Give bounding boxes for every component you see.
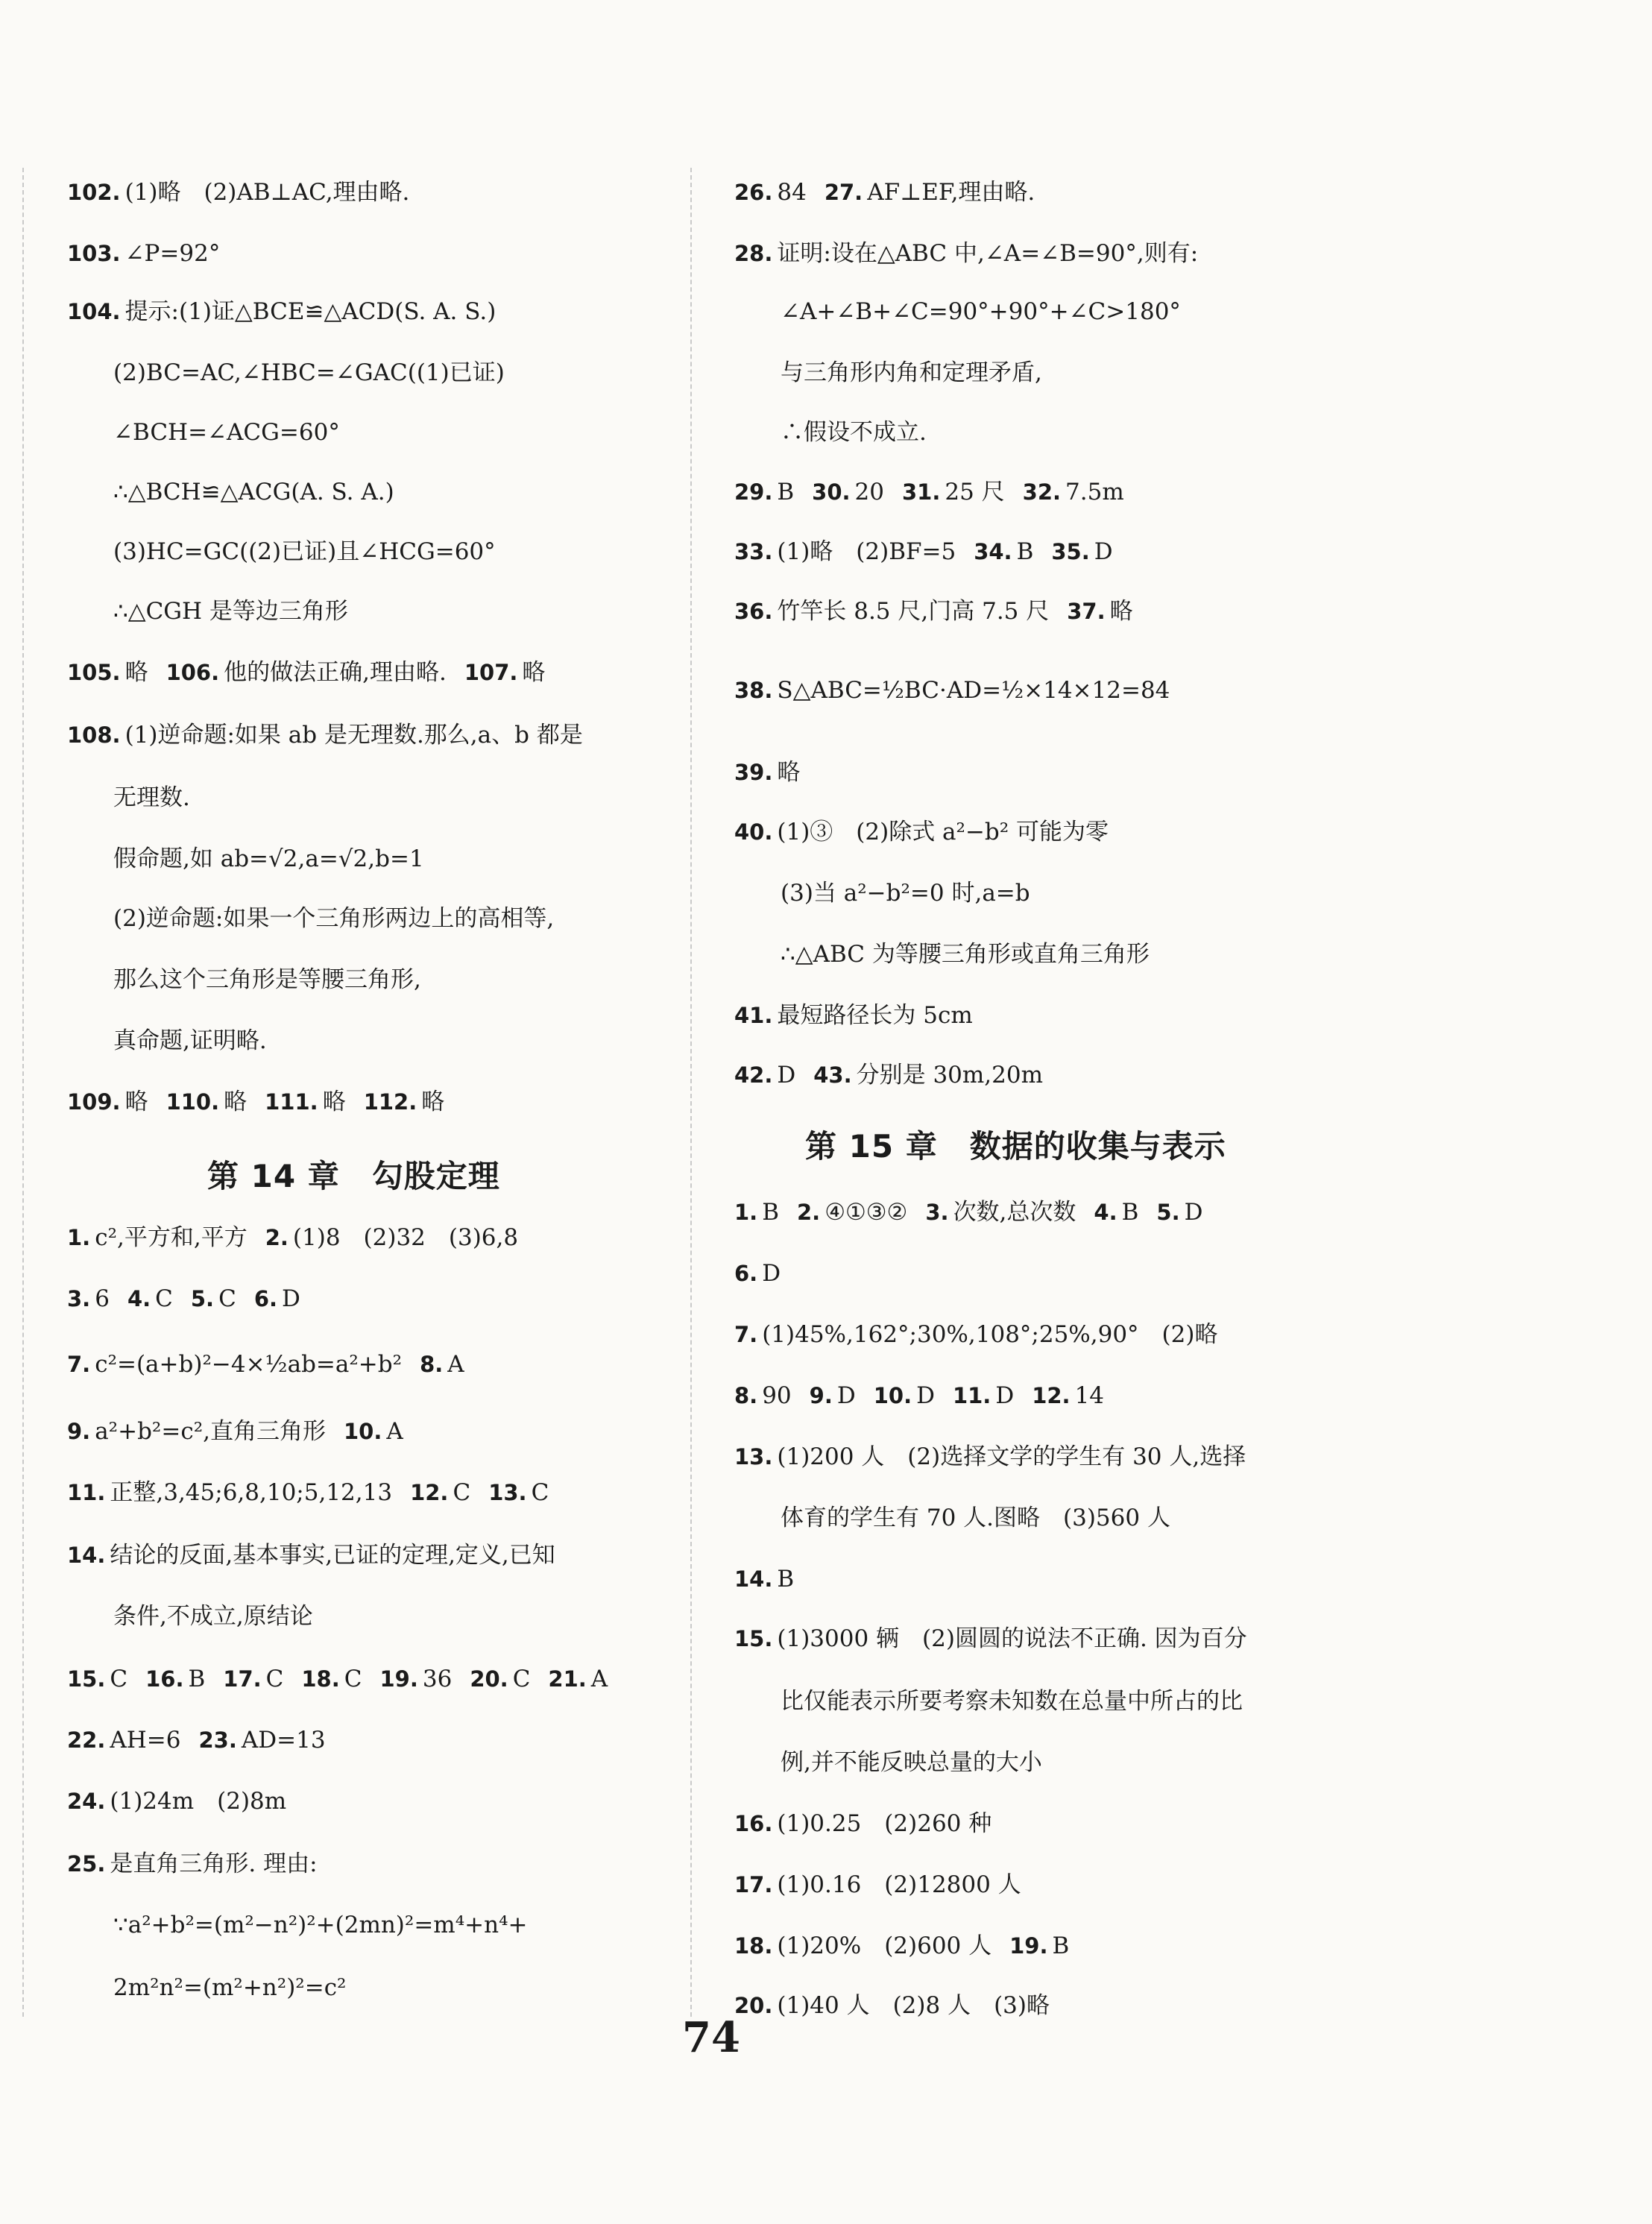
answer-text: 14	[1074, 1382, 1105, 1409]
answer-text: 例,并不能反映总量的大小	[781, 1749, 1042, 1776]
answer-text: 他的做法正确,理由略.	[224, 659, 447, 686]
question-number: 106.	[165, 660, 220, 685]
answer-text: a²+b²=c²,直角三角形	[95, 1418, 326, 1445]
question-number: 5.	[190, 1286, 215, 1311]
answer-text: C	[512, 1666, 531, 1692]
chapter-14-heading: 第 14 章 勾股定理	[207, 1158, 500, 1194]
question-number: 22.	[67, 1727, 106, 1753]
answer-text: D	[777, 1062, 796, 1089]
question-number: 30.	[812, 479, 851, 505]
answer-text: B	[1052, 1932, 1070, 1959]
answer-text: A	[447, 1351, 464, 1378]
answer-line	[67, 1087, 444, 1117]
answer-text: 结论的反面,基本事实,已证的定理,定义,已知	[110, 1542, 555, 1569]
question-number: 4.	[1094, 1200, 1117, 1225]
answer-text: 是直角三角形. 理由:	[110, 1850, 318, 1877]
question-number: 11.	[67, 1480, 106, 1505]
answer-text: 7.5m	[1065, 479, 1124, 505]
answer-text: 比仅能表示所要考察未知数在总量中所占的比	[781, 1688, 1243, 1715]
answer-text: 6	[95, 1285, 110, 1312]
answer-line	[734, 239, 1198, 268]
answer-line	[734, 1442, 1246, 1472]
answer-line	[781, 939, 1150, 969]
answer-text: ∴假设不成立.	[781, 419, 927, 446]
answer-line	[113, 596, 348, 626]
answer-text: C	[265, 1666, 284, 1692]
answer-line	[734, 1259, 781, 1288]
answer-line	[734, 1381, 1104, 1411]
answer-text: 36	[422, 1666, 453, 1692]
answer-text: 略	[1109, 598, 1133, 625]
answer-text: ∠BCH=∠ACG=60°	[113, 419, 340, 446]
question-number: 38.	[734, 678, 773, 703]
answer-line	[781, 358, 1042, 388]
question-number: 10.	[343, 1419, 382, 1444]
question-number: 26.	[734, 180, 773, 205]
question-number: 6.	[734, 1261, 758, 1286]
answer-line	[734, 537, 1113, 567]
answer-text: 那么这个三角形是等腰三角形,	[113, 966, 421, 993]
answer-line	[734, 675, 1170, 705]
question-number: 18.	[301, 1666, 340, 1692]
page-number: 74	[682, 2013, 740, 2062]
answer-text: ∵a²+b²=(m²−n²)²+(2mn)²=m⁴+n⁴+	[113, 1912, 528, 1938]
question-number: 29.	[734, 479, 773, 505]
answer-line	[113, 1026, 267, 1056]
answer-line	[67, 1725, 326, 1755]
answer-text: (1)20% (2)600 人	[777, 1932, 992, 1959]
answer-line	[734, 1320, 1217, 1349]
answer-line	[67, 177, 409, 207]
answer-line	[67, 239, 220, 268]
answer-text: C	[531, 1479, 549, 1506]
answer-text: 84	[777, 179, 807, 206]
answer-line	[113, 965, 421, 995]
question-number: 111.	[265, 1089, 318, 1115]
question-number: 28.	[734, 241, 773, 266]
question-number: 41.	[734, 1003, 773, 1028]
answer-line	[67, 1349, 464, 1379]
answer-text: 真命题,证明略.	[113, 1027, 267, 1054]
answer-text: 略	[522, 659, 546, 686]
answer-line	[113, 418, 340, 447]
answer-text: 次数,总次数	[953, 1199, 1076, 1226]
answer-line	[781, 1748, 1042, 1777]
answer-text: AH=6	[110, 1727, 181, 1754]
answer-text: (1)45%,162°;30%,108°;25%,90° (2)略	[762, 1321, 1218, 1348]
question-number: 23.	[198, 1727, 237, 1753]
answer-text: D	[836, 1382, 856, 1409]
answer-line	[734, 1870, 1021, 1900]
question-number: 16.	[734, 1811, 773, 1836]
answer-line	[113, 537, 496, 567]
answer-text: (1)略 (2)BF=5	[777, 538, 956, 565]
question-number: 109.	[67, 1089, 121, 1115]
question-number: 32.	[1022, 479, 1062, 505]
question-number: 33.	[734, 539, 773, 564]
answer-line	[67, 297, 496, 327]
question-number: 25.	[67, 1851, 106, 1877]
question-number: 36.	[734, 599, 773, 624]
answer-line	[67, 1849, 318, 1879]
answer-line	[734, 177, 1035, 207]
answer-text: (1)略 (2)AB⊥AC,理由略.	[124, 179, 410, 206]
answer-text: (3)HC=GC((2)已证)且∠HCG=60°	[113, 538, 496, 565]
question-number: 108.	[67, 722, 121, 748]
answer-line	[781, 878, 1030, 908]
answer-line	[781, 418, 927, 447]
answer-text: (1)24m (2)8m	[110, 1788, 287, 1815]
answer-text: 最短路径长为 5cm	[777, 1002, 973, 1029]
question-number: 7.	[734, 1322, 758, 1347]
question-number: 14.	[734, 1566, 773, 1592]
answer-text: 25 尺	[945, 479, 1005, 505]
answer-text: D	[1184, 1199, 1203, 1226]
question-number: 12.	[1032, 1383, 1071, 1408]
answer-line	[67, 1223, 518, 1253]
answer-line	[734, 1991, 1050, 2020]
question-number: 15.	[67, 1666, 106, 1692]
question-number: 17.	[734, 1872, 773, 1897]
answer-text: B	[188, 1666, 206, 1692]
question-number: 31.	[901, 479, 941, 505]
answer-text: 假命题,如 ab=√2,a=√2,b=1	[113, 845, 424, 872]
answer-text: (1)8 (2)32 (3)6,8	[292, 1224, 519, 1251]
question-number: 19.	[379, 1666, 418, 1692]
question-number: 1.	[67, 1225, 91, 1250]
answer-text: 提示:(1)证△BCE≌△ACD(S. A. S.)	[124, 298, 496, 325]
answer-text: A	[386, 1418, 403, 1445]
question-number: 11.	[952, 1383, 991, 1408]
question-number: 17.	[223, 1666, 262, 1692]
answer-line	[67, 658, 545, 687]
question-number: 13.	[734, 1444, 773, 1469]
question-number: 24.	[67, 1789, 106, 1814]
question-number: 4.	[127, 1286, 151, 1311]
question-number: 15.	[734, 1626, 773, 1651]
question-number: 34.	[974, 539, 1012, 564]
answer-text: B	[1016, 538, 1034, 565]
answer-text: C	[155, 1285, 173, 1312]
question-number: 42.	[734, 1062, 773, 1088]
answer-line	[734, 1931, 1069, 1961]
left-margin-rule	[22, 168, 24, 2017]
answer-line	[734, 1060, 1043, 1090]
answer-line	[734, 1624, 1247, 1654]
answer-line	[67, 1540, 555, 1570]
question-number: 2.	[265, 1225, 289, 1250]
question-number: 14.	[67, 1543, 106, 1568]
answer-text: (2)逆命题:如果一个三角形两边上的高相等,	[113, 905, 555, 932]
question-number: 6.	[253, 1286, 278, 1311]
question-number: 8.	[420, 1352, 444, 1377]
answer-text: AF⊥EF,理由略.	[867, 179, 1035, 206]
answer-text: 正整,3,45;6,8,10;5,12,13	[110, 1479, 393, 1506]
answer-line	[67, 1664, 608, 1694]
answer-line	[113, 358, 505, 388]
answer-text: (1)40 人 (2)8 人 (3)略	[777, 1992, 1050, 2019]
answer-line	[734, 477, 1124, 507]
answer-line	[734, 1809, 991, 1839]
answer-text: ∠A+∠B+∠C=90°+90°+∠C>180°	[781, 298, 1181, 325]
answer-text: (1)逆命题:如果 ab 是无理数.那么,a、b 都是	[124, 722, 583, 749]
answer-text: S△ABC=½BC·AD=½×14×12=84	[777, 677, 1170, 704]
answer-text: (1)0.25 (2)260 种	[777, 1810, 992, 1837]
question-number: 8.	[734, 1383, 758, 1408]
answer-line	[113, 477, 394, 507]
question-number: 35.	[1051, 539, 1090, 564]
answer-text: ∴△CGH 是等边三角形	[113, 598, 348, 625]
answer-text: 略	[777, 759, 801, 786]
question-number: 112.	[363, 1089, 417, 1115]
answer-text: (1)③ (2)除式 a²−b² 可能为零	[777, 819, 1109, 845]
question-number: 18.	[734, 1933, 773, 1959]
answer-text: D	[762, 1260, 781, 1287]
question-number: 20.	[470, 1666, 508, 1692]
answer-text: (1)3000 辆 (2)圆圆的说法不正确. 因为百分	[777, 1625, 1247, 1652]
answer-line	[781, 1686, 1243, 1716]
question-number: 13.	[488, 1480, 527, 1505]
answer-line	[781, 1503, 1170, 1533]
answer-text: C	[453, 1479, 471, 1506]
answer-text: D	[1094, 538, 1113, 565]
question-number: 1.	[734, 1200, 758, 1225]
answer-text: 2m²n²=(m²+n²)²=c²	[113, 1974, 347, 2001]
question-number: 102.	[67, 180, 121, 205]
answer-text: 略	[124, 1089, 148, 1115]
question-number: 19.	[1009, 1933, 1048, 1959]
answer-line	[781, 297, 1181, 327]
answer-text: (1)200 人 (2)选择文学的学生有 30 人,选择	[777, 1443, 1246, 1470]
answer-text: C	[344, 1666, 362, 1692]
answer-text: (1)0.16 (2)12800 人	[777, 1871, 1021, 1898]
answer-text: A	[590, 1666, 608, 1692]
answer-line	[113, 1601, 313, 1631]
answer-line	[734, 817, 1109, 847]
answer-text: c²,平方和,平方	[95, 1224, 248, 1251]
question-number: 10.	[873, 1383, 912, 1408]
answer-line	[67, 1417, 403, 1446]
answer-text: 略	[421, 1089, 445, 1115]
answer-line	[113, 1973, 346, 2003]
answer-text: (3)当 a²−b²=0 时,a=b	[781, 880, 1030, 907]
answer-text: B	[777, 479, 795, 505]
answer-line	[734, 1564, 794, 1594]
answer-text: (2)BC=AC,∠HBC=∠GAC((1)已证)	[113, 359, 505, 386]
question-number: 37.	[1067, 599, 1106, 624]
answer-text: 略	[322, 1089, 346, 1115]
question-number: 16.	[145, 1666, 184, 1692]
answer-text: 略	[224, 1089, 248, 1115]
question-number: 110.	[165, 1089, 220, 1115]
answer-text: B	[1121, 1199, 1139, 1226]
column-divider	[690, 168, 692, 2017]
question-number: 40.	[734, 819, 773, 845]
answer-text: 条件,不成立,原结论	[113, 1603, 313, 1630]
answer-text: 竹竿长 8.5 尺,门高 7.5 尺	[777, 598, 1050, 625]
question-number: 103.	[67, 241, 121, 266]
question-number: 43.	[813, 1062, 852, 1088]
question-number: 5.	[1156, 1200, 1180, 1225]
answer-text: 略	[124, 659, 148, 686]
question-number: 105.	[67, 660, 121, 685]
answer-text: C	[110, 1666, 128, 1692]
answer-text: B	[762, 1199, 779, 1226]
answer-line	[113, 844, 424, 874]
answer-line	[67, 1478, 549, 1508]
answer-line	[113, 1910, 527, 1940]
question-number: 2.	[796, 1200, 821, 1225]
question-number: 104.	[67, 299, 121, 324]
answer-text: c²=(a+b)²−4×½ab=a²+b²	[95, 1351, 403, 1378]
answer-line	[113, 783, 190, 813]
question-number: 107.	[464, 660, 518, 685]
question-number: 9.	[809, 1383, 833, 1408]
answer-line	[67, 1786, 286, 1816]
question-number: 20.	[734, 1993, 773, 2018]
question-number: 3.	[67, 1286, 91, 1311]
answer-text: 与三角形内角和定理矛盾,	[781, 359, 1042, 386]
chapter-15-heading: 第 15 章 数据的收集与表示	[805, 1128, 1226, 1165]
question-number: 27.	[824, 180, 863, 205]
answer-line	[734, 596, 1133, 626]
answer-line	[67, 720, 583, 750]
answer-text: AD=13	[241, 1727, 326, 1754]
answer-text: ∴△ABC 为等腰三角形或直角三角形	[781, 941, 1150, 968]
question-number: 39.	[734, 760, 773, 785]
answer-text: ∴△BCH≌△ACG(A. S. A.)	[113, 479, 394, 505]
question-number: 3.	[925, 1200, 949, 1225]
answer-text: 体育的学生有 70 人.图略 (3)560 人	[781, 1505, 1170, 1531]
answer-text: ④①③②	[825, 1199, 908, 1226]
question-number: 7.	[67, 1352, 91, 1377]
answer-text: 20	[854, 479, 884, 505]
question-number: 9.	[67, 1419, 91, 1444]
answer-text: 分别是 30m,20m	[856, 1062, 1044, 1089]
answer-text: 90	[762, 1382, 792, 1409]
answer-text: B	[777, 1566, 795, 1593]
answer-line	[734, 1197, 1202, 1227]
answer-line	[113, 904, 554, 933]
answer-text: 无理数.	[113, 784, 190, 811]
answer-text: 证明:设在△ABC 中,∠A=∠B=90°,则有:	[777, 240, 1199, 267]
answer-line	[67, 1284, 300, 1314]
question-number: 21.	[548, 1666, 587, 1692]
answer-text: C	[218, 1285, 236, 1312]
answer-text: D	[282, 1285, 300, 1312]
answer-text: D	[916, 1382, 935, 1409]
answer-line	[734, 1001, 973, 1030]
question-number: 12.	[410, 1480, 449, 1505]
answer-line	[734, 757, 800, 787]
answer-text: D	[995, 1382, 1015, 1409]
answer-text: ∠P=92°	[124, 240, 221, 267]
